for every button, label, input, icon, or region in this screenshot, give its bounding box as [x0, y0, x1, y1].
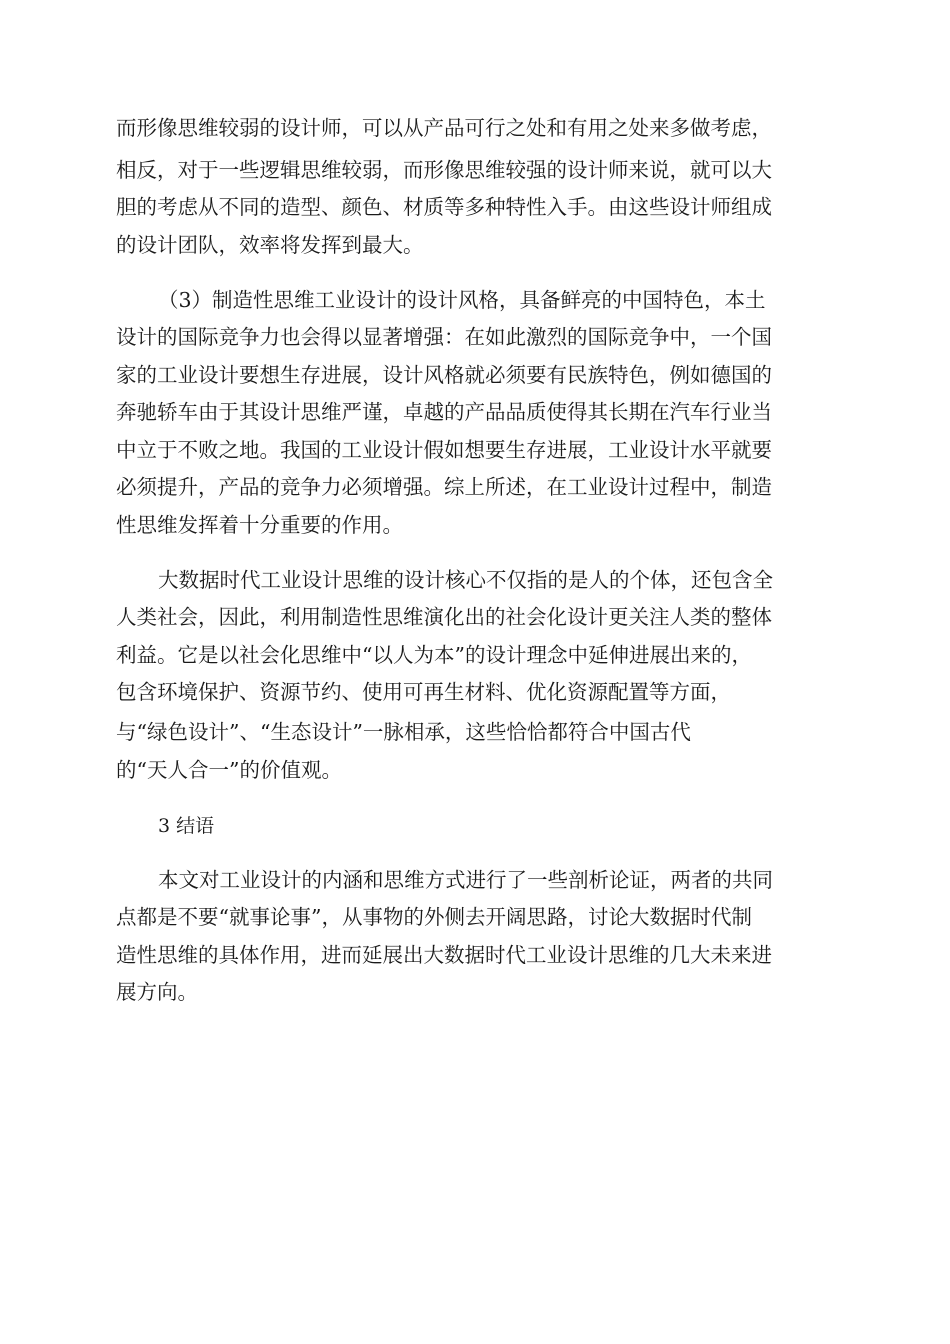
- paragraph-line: 与“绿色设计”、“生态设计”一脉相承，这些恰恰都符合中国古代: [116, 720, 691, 744]
- paragraph-line: （3）制造性思维工业设计的设计风格，具备鲜亮的中国特色，本土: [158, 288, 766, 312]
- paragraph-line: 性思维发挥着十分重要的作用。: [116, 513, 403, 537]
- paragraph-line: 设计的国际竞争力也会得以显著增强：在如此激烈的国际竞争中，一个国: [116, 325, 772, 349]
- paragraph-line: 奔驰轿车由于其设计思维严谨，卓越的产品品质使得其长期在汽车行业当: [116, 400, 772, 424]
- paragraph-line: 大数据时代工业设计思维的设计核心不仅指的是人的个体，还包含全: [158, 568, 773, 592]
- paragraph-line: 的设计团队，效率将发挥到最大。: [116, 233, 424, 257]
- paragraph-line: 包含环境保护、资源节约、使用可再生材料、优化资源配置等方面，: [116, 680, 731, 704]
- section-heading: 3 结语: [158, 815, 215, 837]
- paragraph-line: 人类社会，因此，利用制造性思维演化出的社会化设计更关注人类的整体: [116, 605, 772, 629]
- paragraph-line: 相反，对于一些逻辑思维较弱，而形像思维较强的设计师来说，就可以大: [116, 158, 772, 182]
- paragraph-line: 展方向。: [116, 980, 198, 1004]
- paragraph-line: 利益。它是以社会化思维中“以人为本”的设计理念中延伸进展出来的，: [116, 643, 752, 667]
- paragraph-line: 造性思维的具体作用，进而延展出大数据时代工业设计思维的几大未来进: [116, 943, 772, 967]
- paragraph-line: 家的工业设计要想生存进展，设计风格就必须要有民族特色，例如德国的: [116, 363, 772, 387]
- paragraph-line: 本文对工业设计的内涵和思维方式进行了一些剖析论证，两者的共同: [158, 868, 773, 892]
- paragraph-line: 必须提升，产品的竞争力必须增强。综上所述，在工业设计过程中，制造: [116, 475, 772, 499]
- paragraph-line: 中立于不败之地。我国的工业设计假如想要生存进展，工业设计水平就要: [116, 438, 772, 462]
- paragraph-line: 而形像思维较弱的设计师，可以从产品可行之处和有用之处来多做考虑，: [116, 116, 772, 140]
- paragraph-line: 的“天人合一”的价值观。: [116, 758, 342, 782]
- paragraph-line: 胆的考虑从不同的造型、颜色、材质等多种特性入手。由这些设计师组成: [116, 195, 772, 219]
- paragraph-line: 点都是不要“就事论事”，从事物的外侧去开阔思路，讨论大数据时代制: [116, 905, 752, 929]
